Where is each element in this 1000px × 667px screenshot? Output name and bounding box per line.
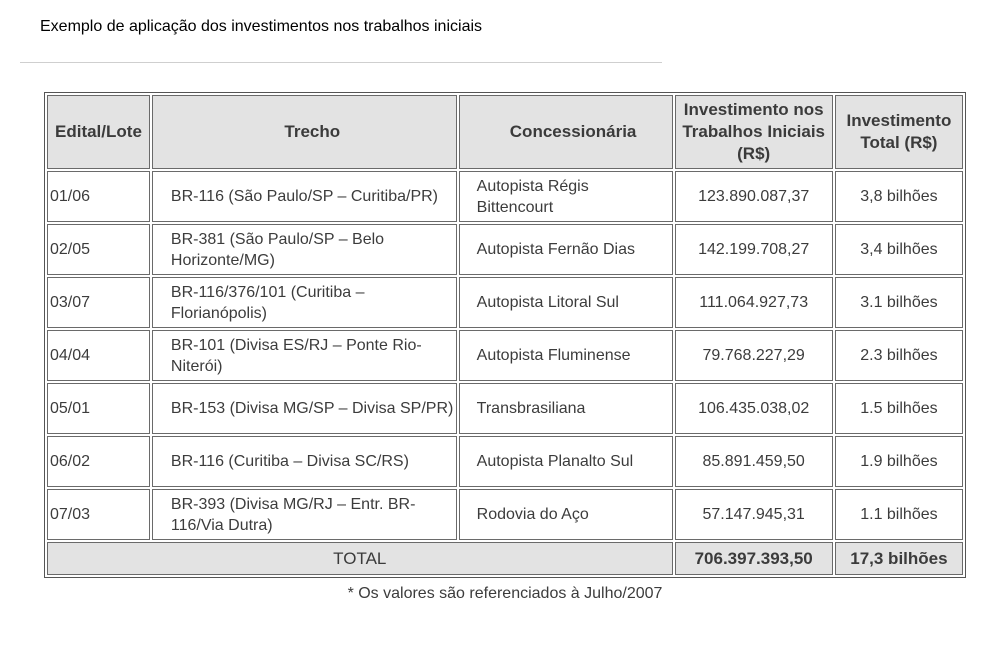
table-row (47, 383, 963, 434)
cell-investimento-iniciais: 79.768.227,29 (675, 330, 833, 381)
cell-investimento-total: 3.1 bilhões (835, 277, 963, 328)
cell-lote: 06/02 (47, 436, 150, 487)
cell-investimento-total: 2.3 bilhões (835, 330, 963, 381)
total-investimento-total: 17,3 bilhões (835, 542, 963, 575)
table-row (47, 224, 963, 275)
cell-concessionaria: Transbrasiliana (459, 383, 673, 434)
cell-investimento-total: 3,8 bilhões (835, 171, 963, 222)
cell-investimento-iniciais: 106.435.038,02 (675, 383, 833, 434)
cell-investimento-iniciais: 57.147.945,31 (675, 489, 833, 540)
cell-concessionaria: Autopista Régis Bittencourt (459, 171, 673, 222)
header-investimento-iniciais: Investimento nos Trabalhos Iniciais (R$) (675, 95, 833, 169)
cell-concessionaria: Rodovia do Aço (459, 489, 673, 540)
header-trecho: Trecho (152, 95, 457, 169)
cell-trecho: BR-101 (Divisa ES/RJ – Ponte Rio-Niterói) (152, 330, 457, 381)
cell-lote: 07/03 (47, 489, 150, 540)
divider (20, 62, 662, 63)
total-investimento-iniciais: 706.397.393,50 (675, 542, 833, 575)
cell-investimento-total: 1.9 bilhões (835, 436, 963, 487)
cell-investimento-total: 1.1 bilhões (835, 489, 963, 540)
cell-investimento-iniciais: 111.064.927,73 (675, 277, 833, 328)
cell-investimento-total: 1.5 bilhões (835, 383, 963, 434)
cell-lote: 01/06 (47, 171, 150, 222)
investment-table (44, 92, 966, 578)
cell-trecho: BR-116 (São Paulo/SP – Curitiba/PR) (152, 171, 457, 222)
cell-concessionaria: Autopista Fluminense (459, 330, 673, 381)
cell-concessionaria: Autopista Litoral Sul (459, 277, 673, 328)
cell-trecho: BR-116/376/101 (Curitiba – Florianópolis) (152, 277, 457, 328)
cell-investimento-iniciais: 85.891.459,50 (675, 436, 833, 487)
table-row (47, 171, 963, 222)
cell-investimento-iniciais: 123.890.087,37 (675, 171, 833, 222)
table-row (47, 489, 963, 540)
footnote: * Os valores são referenciados à Julho/2007 (347, 585, 663, 602)
table-header-row (47, 95, 963, 169)
cell-lote: 04/04 (47, 330, 150, 381)
cell-concessionaria: Autopista Fernão Dias (459, 224, 673, 275)
cell-lote: 03/07 (47, 277, 150, 328)
total-label: TOTAL (47, 542, 673, 575)
cell-lote: 02/05 (47, 224, 150, 275)
cell-lote: 05/01 (47, 383, 150, 434)
cell-trecho: BR-116 (Curitiba – Divisa SC/RS) (152, 436, 457, 487)
table-row (47, 330, 963, 381)
header-edital-lote: Edital/Lote (47, 95, 150, 169)
cell-trecho: BR-381 (São Paulo/SP – Belo Horizonte/MG) (152, 224, 457, 275)
header-investimento-total: Investimento Total (R$) (835, 95, 963, 169)
cell-investimento-iniciais: 142.199.708,27 (675, 224, 833, 275)
table-row (47, 436, 963, 487)
table-row (47, 277, 963, 328)
table-total-row (47, 542, 963, 575)
cell-investimento-total: 3,4 bilhões (835, 224, 963, 275)
cell-trecho: BR-393 (Divisa MG/RJ – Entr. BR-116/Via Dutra) (152, 489, 457, 540)
page-title: Exemplo de aplicação dos investimentos nos trabalhos iniciais (40, 18, 483, 35)
cell-concessionaria: Autopista Planalto Sul (459, 436, 673, 487)
cell-trecho: BR-153 (Divisa MG/SP – Divisa SP/PR) (152, 383, 457, 434)
header-concessionaria: Concessionária (459, 95, 673, 169)
